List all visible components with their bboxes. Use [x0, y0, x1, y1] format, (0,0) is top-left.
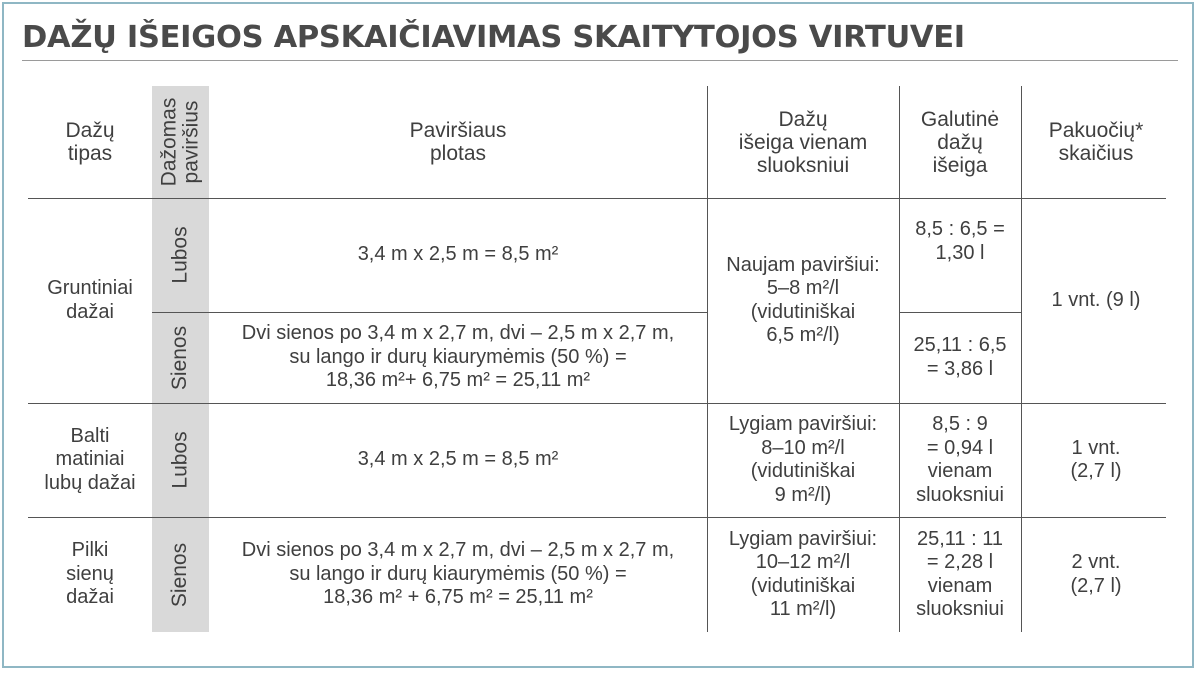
white-surface: Lubos — [168, 431, 192, 489]
grey-paint-type: Pilki sienų dažai — [66, 539, 114, 609]
header-paint-type: Dažų tipas — [65, 119, 115, 165]
white-paint-type: Balti matiniai lubų dažai — [44, 424, 136, 494]
header-area: Paviršiaus plotas — [409, 119, 507, 165]
primer-walls-surface: Sienos — [168, 325, 192, 390]
primer-ceiling-surface: Lubos — [168, 226, 192, 284]
primer-paint-type: Gruntiniai dažai — [47, 277, 133, 323]
grey-final: 25,11 : 11 = 2,28 l vienam sluoksniui — [916, 527, 1004, 620]
header-packages: Pakuočių* skaičius — [1048, 119, 1144, 165]
white-coverage: Lygiam paviršiui: 8–10 m²/l (vidutiniškai 9 m²/l) — [728, 413, 878, 506]
header-coverage: Dažų išeiga vienam sluoksniui — [738, 107, 868, 177]
white-final: 8,5 : 9 = 0,94 l vienam sluoksniui — [916, 413, 1004, 506]
primer-ceiling-area: 3,4 m x 2,5 m = 8,5 m² — [357, 243, 559, 266]
header-final: Galutinė dažų išeiga — [920, 107, 1000, 177]
primer-packages: 1 vnt. (9 l) — [1051, 288, 1141, 311]
white-packages: 1 vnt. (2,7 l) — [1070, 436, 1122, 482]
grey-surface: Sienos — [168, 542, 192, 607]
primer-walls-final: 25,11 : 6,5 = 3,86 l — [913, 334, 1007, 380]
page-title: DAŽŲ IŠEIGOS APSKAIČIAVIMAS SKAITYTOJOS VIRTUVEI — [22, 20, 965, 55]
title-divider — [22, 60, 1178, 61]
header-surface: Dažomas paviršius — [157, 97, 203, 187]
grey-coverage: Lygiam paviršiui: 10–12 m²/l (vidutiniškai 11 m²/l) — [728, 527, 878, 620]
primer-coverage: Naujam paviršiui: 5–8 m²/l (vidutiniškai 6,5 m²/l) — [726, 253, 880, 346]
grey-area: Dvi sienos po 3,4 m x 2,7 m, dvi – 2,5 m x 2,7 m, su lango ir durų kiaurymėmis (50 %) = 18,36 m² + 6,75 m² = 25,11 m² — [241, 539, 675, 609]
white-area: 3,4 m x 2,5 m = 8,5 m² — [357, 448, 559, 471]
primer-walls-area: Dvi sienos po 3,4 m x 2,7 m, dvi – 2,5 m x 2,7 m, su lango ir durų kiaurymėmis (50 %) = 18,36 m²+ 6,75 m² = 25,11 m² — [241, 322, 675, 392]
primer-ceiling-final: 8,5 : 6,5 = 1,30 l — [915, 218, 1005, 264]
grey-packages: 2 vnt. (2,7 l) — [1070, 551, 1122, 597]
